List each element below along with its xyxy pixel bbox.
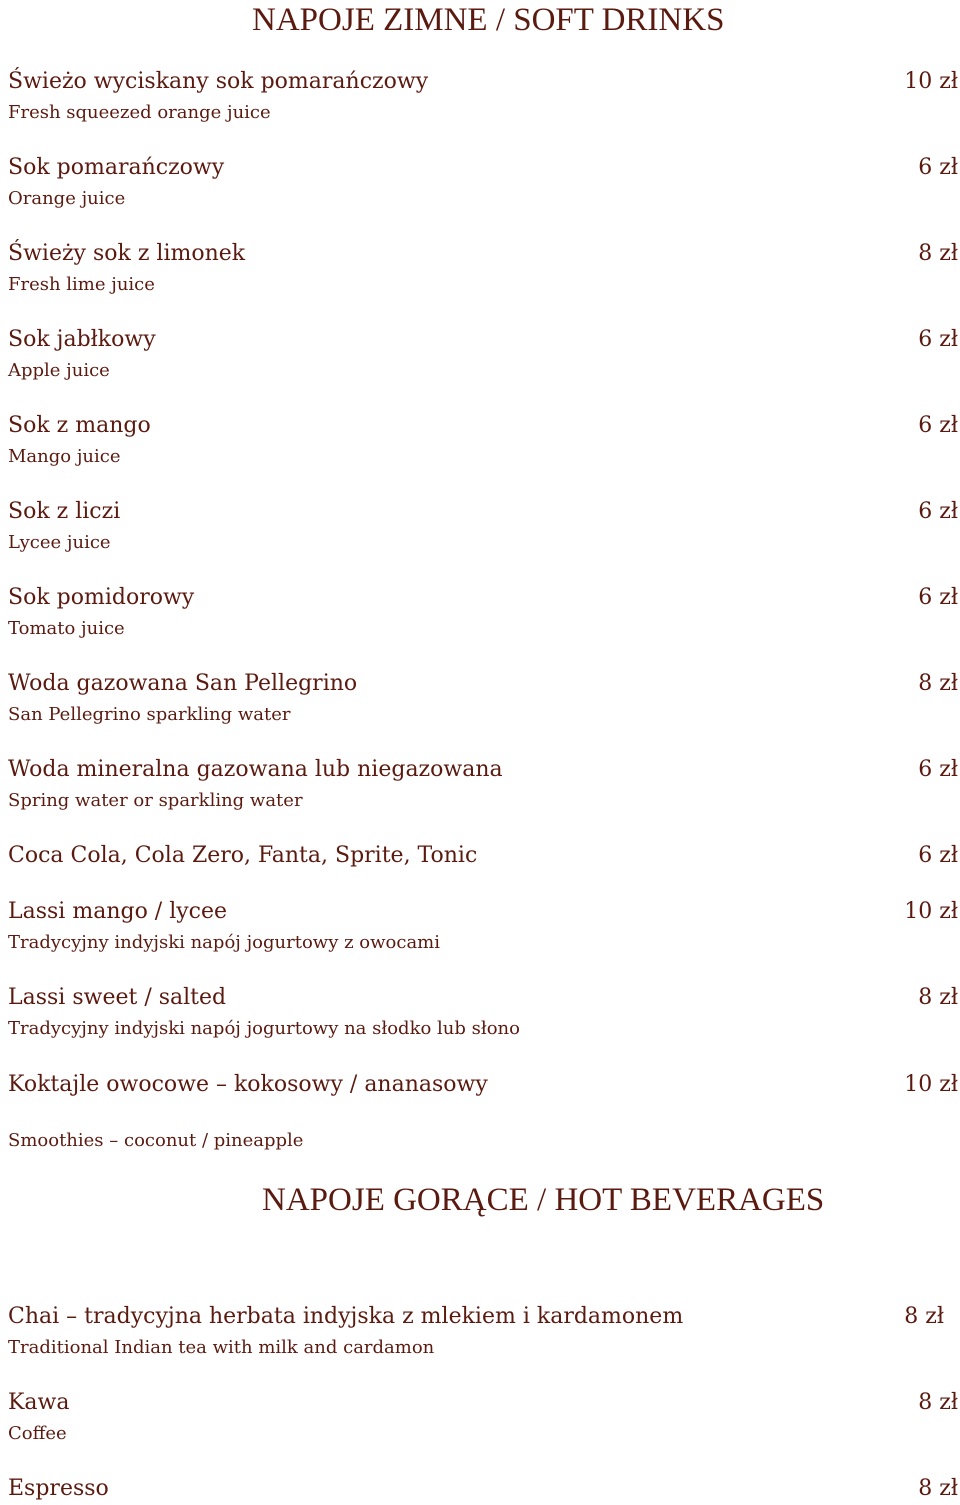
- item-description: Coffee: [8, 1423, 67, 1444]
- item-price: 8 zł: [918, 671, 958, 696]
- item-name: Lassi mango / lycee: [8, 899, 228, 924]
- item-price: 8 zł: [918, 1390, 958, 1415]
- item-price: 8 zł: [918, 241, 958, 266]
- menu-item: [0, 669, 960, 745]
- menu-item: [0, 1388, 960, 1464]
- item-price: 6 zł: [918, 843, 958, 868]
- item-description: Lycee juice: [8, 532, 111, 553]
- menu-item: [0, 497, 960, 573]
- item-price: 6 zł: [918, 757, 958, 782]
- item-name: Sok jabłkowy: [8, 327, 156, 352]
- item-name: Świeżo wyciskany sok pomarańczowy: [8, 69, 429, 94]
- item-name: Sok z mango: [8, 413, 151, 438]
- item-price: 6 zł: [918, 155, 958, 180]
- item-name: Świeży sok z limonek: [8, 241, 246, 266]
- item-name: Chai – tradycyjna herbata indyjska z mlekiem i kardamonem: [8, 1304, 684, 1329]
- item-price: 8 zł: [918, 985, 958, 1010]
- item-description: Traditional Indian tea with milk and cardamon: [8, 1337, 435, 1358]
- item-price: 8 zł: [904, 1304, 944, 1329]
- menu-item: [0, 841, 960, 875]
- cold-drinks-heading: NAPOJE ZIMNE / SOFT DRINKS: [252, 2, 725, 38]
- item-name: Woda gazowana San Pellegrino: [8, 671, 358, 696]
- item-description: Tradycyjny indyjski napój jogurtowy na słodko lub słono: [8, 1018, 520, 1039]
- menu-item: [0, 153, 960, 229]
- item-description: Tomato juice: [8, 618, 125, 639]
- menu-item: [0, 897, 960, 973]
- item-price: 6 zł: [918, 585, 958, 610]
- item-name: Lassi sweet / salted: [8, 985, 227, 1010]
- menu-item: [0, 755, 960, 831]
- item-description: San Pellegrino sparkling water: [8, 704, 291, 725]
- item-price: 10 zł: [904, 1072, 958, 1097]
- item-description: Fresh lime juice: [8, 274, 155, 295]
- item-name: Woda mineralna gazowana lub niegazowana: [8, 757, 503, 782]
- item-name: Koktajle owocowe – kokosowy / ananasowy: [8, 1072, 488, 1097]
- menu-item: [0, 583, 960, 659]
- item-name: Sok pomarańczowy: [8, 155, 225, 180]
- item-price: 10 zł: [904, 899, 958, 924]
- item-description: Tradycyjny indyjski napój jogurtowy z owocami: [8, 932, 441, 953]
- item-price: 6 zł: [918, 499, 958, 524]
- menu-item: [0, 1302, 960, 1378]
- item-price: 10 zł: [904, 69, 958, 94]
- item-description: Spring water or sparkling water: [8, 790, 303, 811]
- item-price: 6 zł: [918, 327, 958, 352]
- item-name: Sok z liczi: [8, 499, 121, 524]
- item-description: Orange juice: [8, 188, 126, 209]
- item-name: Kawa: [8, 1390, 70, 1415]
- menu-item: [0, 1070, 960, 1104]
- menu-item: [0, 67, 960, 143]
- menu-item: [0, 411, 960, 487]
- item-description: Apple juice: [8, 360, 110, 381]
- menu-item: [0, 983, 960, 1059]
- item-description: Fresh squeezed orange juice: [8, 102, 271, 123]
- item-name: Coca Cola, Cola Zero, Fanta, Sprite, Tonic: [8, 843, 478, 868]
- menu-item: [0, 325, 960, 401]
- item-name: Espresso: [8, 1476, 109, 1501]
- item-name: Sok pomidorowy: [8, 585, 195, 610]
- menu-item: [0, 239, 960, 315]
- menu-item: [0, 1474, 960, 1504]
- item-description: Mango juice: [8, 446, 121, 467]
- item-price: 8 zł: [918, 1476, 958, 1501]
- hot-beverages-heading: NAPOJE GORĄCE / HOT BEVERAGES: [262, 1182, 825, 1218]
- smoothies-translation: Smoothies – coconut / pineapple: [8, 1130, 304, 1151]
- item-price: 6 zł: [918, 413, 958, 438]
